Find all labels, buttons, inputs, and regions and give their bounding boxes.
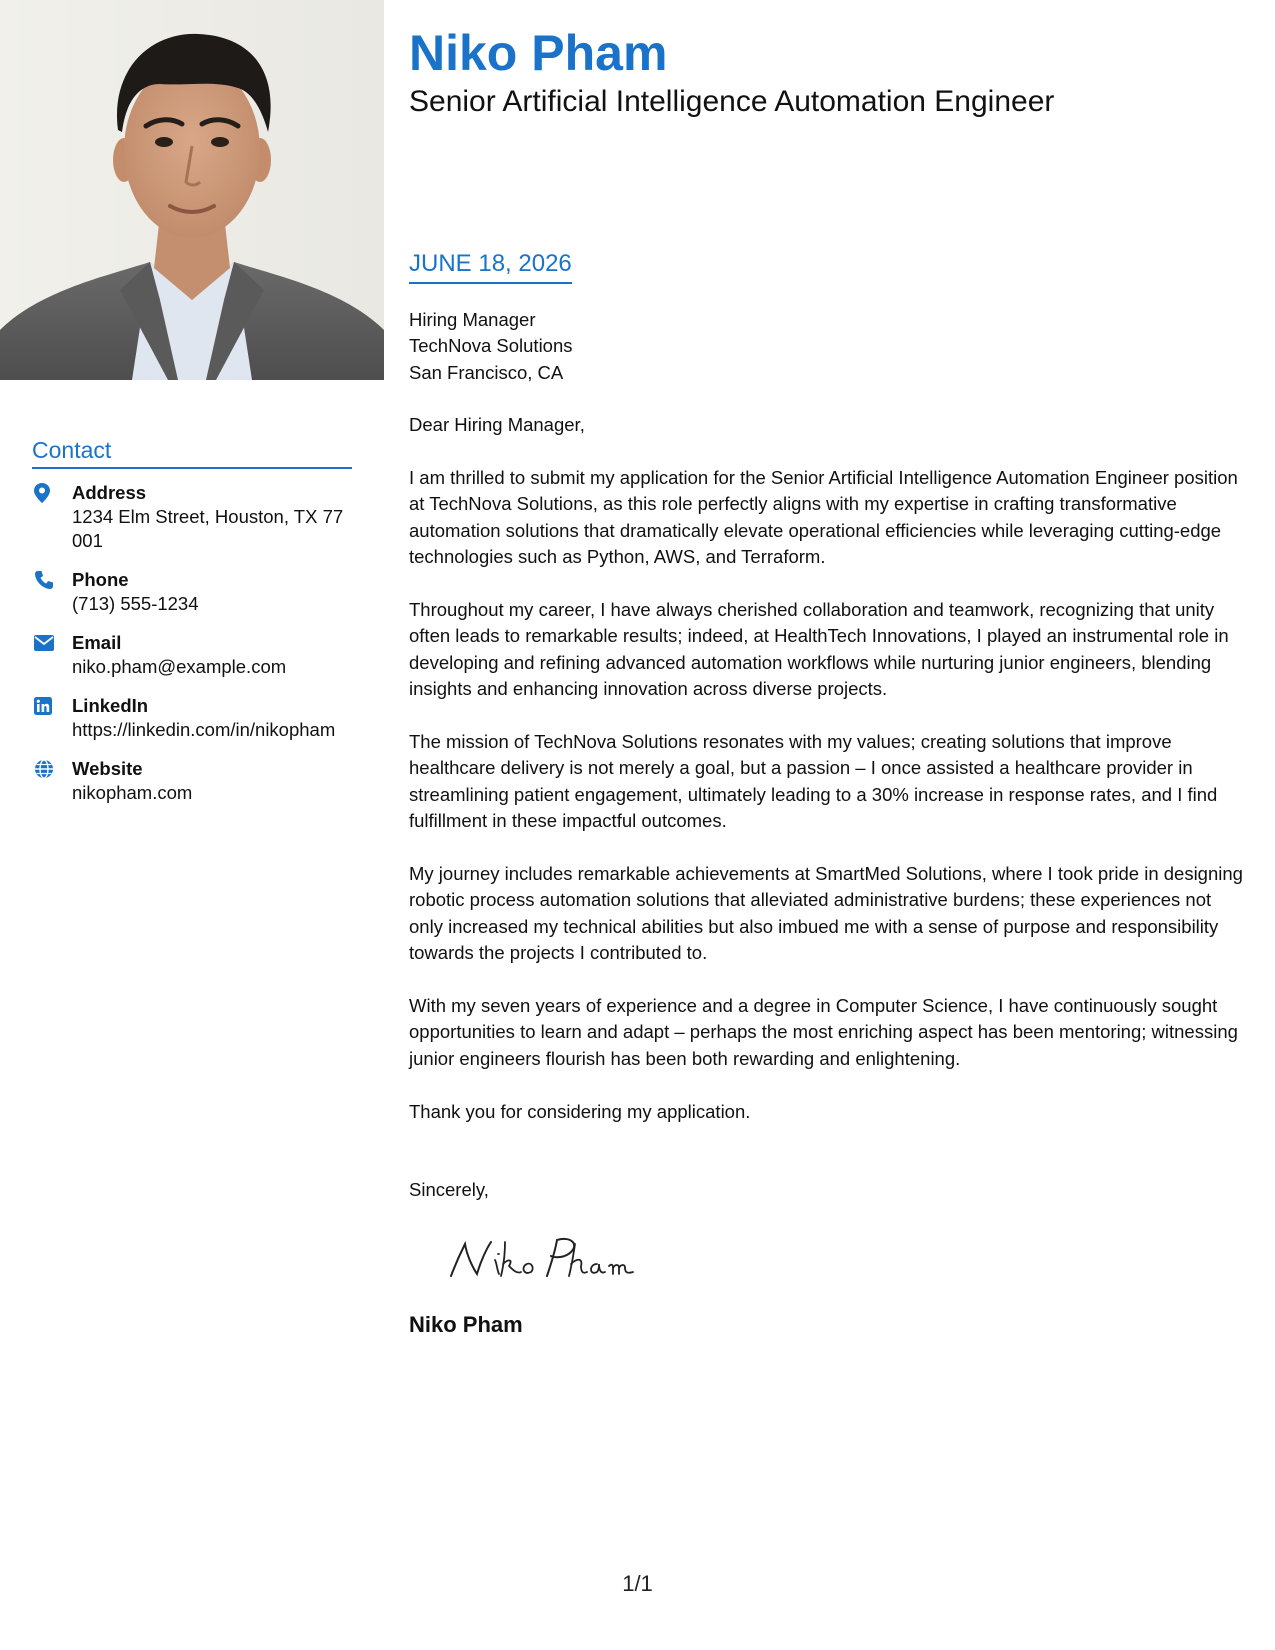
handwritten-signature-icon bbox=[443, 1230, 643, 1290]
address-label: Address bbox=[72, 482, 147, 503]
email-value[interactable]: niko.pham@example.com bbox=[72, 656, 287, 677]
recipient-line: TechNova Solutions bbox=[409, 335, 573, 357]
salutation: Dear Hiring Manager, bbox=[409, 414, 585, 436]
body-paragraph: With my seven years of experience and a degree in Computer Science, I have continuously sought opportunities to learn and adapt – perhaps the most enriching aspect has been mentoring; witnessing junior engineers flourish has been both rewarding and enlightening. bbox=[409, 995, 1238, 1069]
body-paragraph: Throughout my career, I have always cherished collaboration and teamwork, recognizing that unity often leads to remarkable results; indeed, at HealthTech Innovations, I played an instrumental role in developing and refining advanced automation workflows while nurturing junior engineers, blending insights and enhancing innovation across diverse projects. bbox=[409, 599, 1229, 700]
contact-email bbox=[32, 631, 352, 679]
closing: Sincerely, bbox=[409, 1179, 489, 1201]
profile-photo bbox=[0, 0, 384, 380]
address-value: 1234 Elm Street, Houston, TX 77001 bbox=[72, 506, 344, 551]
envelope-icon bbox=[32, 631, 72, 655]
body-paragraph: I am thrilled to submit my application for the Senior Artificial Intelligence Automation Engineer position at TechNova Solutions, as this role perfectly aligns with my expertise in crafting transformative automation solutions that dramatically elevate operational efficiencies while leveraging cutting-edge technologies such as Python, AWS, and Terraform. bbox=[409, 467, 1238, 568]
page-number: 1/1 bbox=[622, 1571, 653, 1596]
letter-body bbox=[409, 307, 1249, 1338]
letter-date: JUNE 18, 2026 bbox=[409, 250, 572, 284]
website-label: Website bbox=[72, 758, 143, 779]
linkedin-icon bbox=[32, 694, 72, 718]
portrait-icon bbox=[0, 0, 384, 380]
letter-header bbox=[409, 22, 1249, 120]
recipient-line: San Francisco, CA bbox=[409, 361, 564, 383]
contact-sidebar bbox=[32, 437, 352, 820]
contact-website bbox=[32, 757, 352, 805]
email-label: Email bbox=[72, 632, 122, 653]
thanks-line: Thank you for considering my application. bbox=[409, 1100, 751, 1122]
linkedin-label: LinkedIn bbox=[72, 695, 149, 716]
recipient-line: Hiring Manager bbox=[409, 309, 536, 330]
contact-linkedin bbox=[32, 694, 352, 742]
applicant-title: Senior Artificial Intelligence Automation Engineer bbox=[409, 85, 1055, 118]
contact-heading: Contact bbox=[32, 437, 352, 469]
phone-value[interactable]: (713) 555-1234 bbox=[72, 593, 199, 614]
contact-address bbox=[32, 481, 352, 553]
applicant-name: Niko Pham bbox=[409, 25, 668, 81]
contact-phone bbox=[32, 568, 352, 616]
body-paragraph: My journey includes remarkable achievements at SmartMed Solutions, where I took pride in designing robotic process automation solutions that alleviated administrative burdens; these experiences not only increased my technical abilities but also imbued me with a sense of purpose and responsibility towards the projects I contributed to. bbox=[409, 863, 1243, 964]
phone-label: Phone bbox=[72, 569, 129, 590]
signer-name: Niko Pham bbox=[409, 1311, 523, 1337]
website-value[interactable]: nikopham.com bbox=[72, 782, 193, 803]
signature-image bbox=[443, 1230, 1249, 1300]
recipient-block bbox=[409, 307, 1249, 386]
body-paragraph: The mission of TechNova Solutions resonates with my values; creating solutions that improve healthcare delivery is not merely a goal, but a passion – I once assisted a healthcare provider in streamlining patient engagement, ultimately leading to a 30% increase in response rates, and I find fulfillment in these impactful outcomes. bbox=[409, 731, 1218, 832]
linkedin-value[interactable]: https://linkedin.com/in/nikopham bbox=[72, 719, 336, 740]
location-pin-icon bbox=[32, 481, 72, 505]
phone-icon bbox=[32, 568, 72, 592]
globe-icon bbox=[32, 757, 72, 781]
